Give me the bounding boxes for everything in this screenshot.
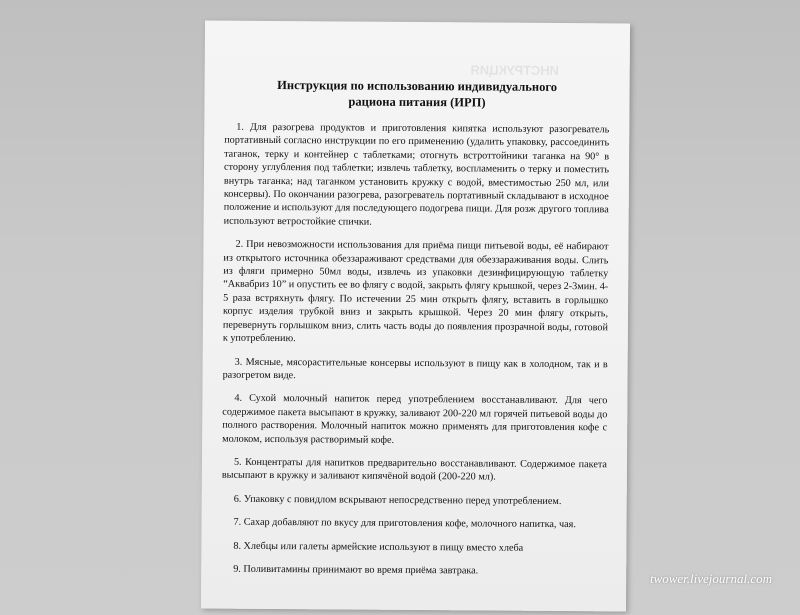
document-body [221,121,609,589]
document-sheet [201,21,630,612]
paragraph-3: 3. Мясные, мясорастительные консервы используют в пищу как в холодном, так и в разогретом виде. [222,356,608,382]
paragraph-9: 9. Поливитамины принимают во время приёма завтрака. [233,563,479,577]
paragraph-1: 1. Для разогрева продуктов и приготовления кипятка используют разогреватель портативный согласно инструкции по его применению (удалить упаковку, рассоединить таганок, терку и контейнер с таблетками; отогнуть встроттойники таганка на 90° в сторону углубления под таблетки; извлечь таблетку, воспламенить о терку и поместить внутрь таганка; над таганком установить кружку с водой, вместимостью 250 мл, или консервы). По окончании разогрева, разогреватель портативный складывают в исходное положение и используют для последующего подогрева пищи. Для розж другого топлива используют ветростойкие спички. [223,121,610,228]
watermark-text: twower.livejournal.com [649,571,772,586]
paragraph-4: 4. Сухой молочный напиток перед употреблением восстанавливают. Для чего содержимое пакета высыпают в кружку, заливают 200-220 мл горячей питьевой воды до полного растворения. Молочный напиток можно применять для приготовления кофе с молоком, используя растворимый кофе. [222,393,608,446]
bleed-through-text: ИНСТРУКЦИЯ [470,62,560,78]
paragraph-8: 8. Хлебцы или галеты армейские используют в пищу вместо хлеба [233,540,524,554]
paragraph-2: 2. При невозможности использования для приёма пищи питьевой воды, её набирают из открытого источника обеззараживают средствами для обеззараживания воды. Слить из фляги примерно 50мл воды, извлечь из упаковки дезинфицирующую таблетку “Аквабриз 10” и опустить ее во флягу с водой, закрыть флягу крышкой, через 2-3мин. 4-5 раза встряхнуть флягу. По истечении 25 мин открыть флягу, вставить в горлышко корпус изделия трубкой вниз и закрыть крышкой. Через 20 мин флягу открыть, перевернуть горлышком вниз, слить часть воды до появления прозрачной воды, готовой к употреблению. [222,238,609,345]
title-line-2: рациона питания (ИРП) [348,94,486,110]
title-line-1: Инструкция по использованию индивидуального [277,78,558,94]
paragraph-6: 6. Упаковку с повидлом вскрывают непосредственно перед употреблением. [233,493,562,507]
paragraph-7: 7. Сахар добавляют по вкусу для приготовления кофе, молочного напитка, чая. [233,516,576,531]
document-title [234,77,599,112]
paragraph-5: 5. Концентраты для напитков предварительно восстанавливают. Содержимое пакета высыпают в кружку и заливают кипячёной водой (200-220 мл). [221,456,608,483]
